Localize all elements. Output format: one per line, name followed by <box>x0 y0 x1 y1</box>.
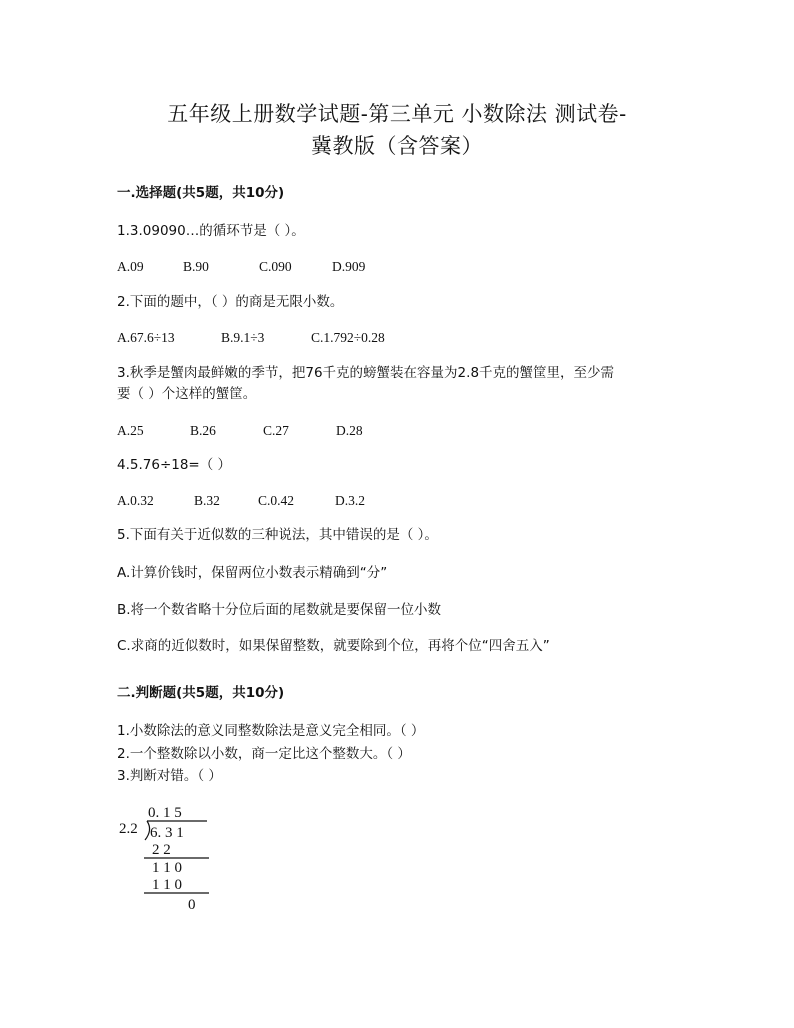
option-b: B.90 <box>183 259 209 274</box>
judge-item-1: 1.小数除法的意义同整数除法是意义完全相同。（ ） <box>117 723 425 739</box>
option-b: B.26 <box>190 423 216 438</box>
document-title-line2: 冀教版（含答案） <box>311 134 483 158</box>
judge-item-3: 3.判断对错。（ ） <box>117 768 222 784</box>
section1-heading: 一.选择题(共5题，共10分) <box>117 185 285 201</box>
option-b: B.32 <box>194 493 220 508</box>
step-3: 1 1 0 <box>152 877 182 893</box>
question-5-statement-c: C.求商的近似数时，如果保留整数，就要除到个位，再将个位“四舍五入” <box>117 638 550 654</box>
question-1: 1.3.09090…的循环节是（ ）。 <box>117 223 305 239</box>
judge-item-2: 2.一个整数除以小数，商一定比这个整数大。（ ） <box>117 746 411 762</box>
question-3-options <box>117 423 363 439</box>
option-a: A.09 <box>117 259 144 274</box>
option-b: B.9.1÷3 <box>221 330 265 345</box>
remainder: 0 <box>188 897 196 913</box>
option-c: C.090 <box>259 259 292 274</box>
question-1-options <box>117 259 365 275</box>
step-1: 2 2 <box>152 842 171 858</box>
dividend: 6. 3 1 <box>150 825 184 841</box>
question-5-statement-b: B.将一个数省略十分位后面的尾数就是要保留一位小数 <box>117 602 442 618</box>
option-c: C.27 <box>263 423 289 438</box>
option-d: D.909 <box>332 259 366 274</box>
division-bracket <box>145 821 150 840</box>
question-4-options <box>117 493 365 509</box>
option-a: A.67.6÷13 <box>117 330 175 345</box>
quotient: 0. 1 5 <box>148 805 182 821</box>
long-division-figure <box>117 800 237 915</box>
question-5-statement-a: A.计算价钱时，保留两位小数表示精确到“分” <box>117 565 388 581</box>
divisor: 2.2 <box>119 821 138 837</box>
option-a: A.25 <box>117 423 144 438</box>
option-c: C.0.42 <box>258 493 295 508</box>
question-5: 5.下面有关于近似数的三种说法，其中错误的是（ ）。 <box>117 527 438 543</box>
option-d: D.28 <box>336 423 363 438</box>
question-4: 4.5.76÷18=（ ） <box>117 457 232 473</box>
step-2: 1 1 0 <box>152 860 182 876</box>
option-d: D.3.2 <box>335 493 365 508</box>
question-2: 2.下面的题中，（ ）的商是无限小数。 <box>117 294 344 310</box>
long-division-svg <box>117 800 237 915</box>
question-3-line2: 要（ ）个这样的蟹筐。 <box>117 386 257 402</box>
question-3-line1: 3.秋季是蟹肉最鲜嫩的季节，把76千克的螃蟹装在容量为2.8千克的蟹筐里，至少需 <box>117 365 615 381</box>
option-c: C.1.792÷0.28 <box>311 330 385 345</box>
question-2-options <box>117 330 385 346</box>
option-a: A.0.32 <box>117 493 154 508</box>
document-title-line1: 五年级上册数学试题-第三单元 小数除法 测试卷- <box>167 102 627 126</box>
section2-heading: 二.判断题(共5题，共10分) <box>117 685 285 701</box>
